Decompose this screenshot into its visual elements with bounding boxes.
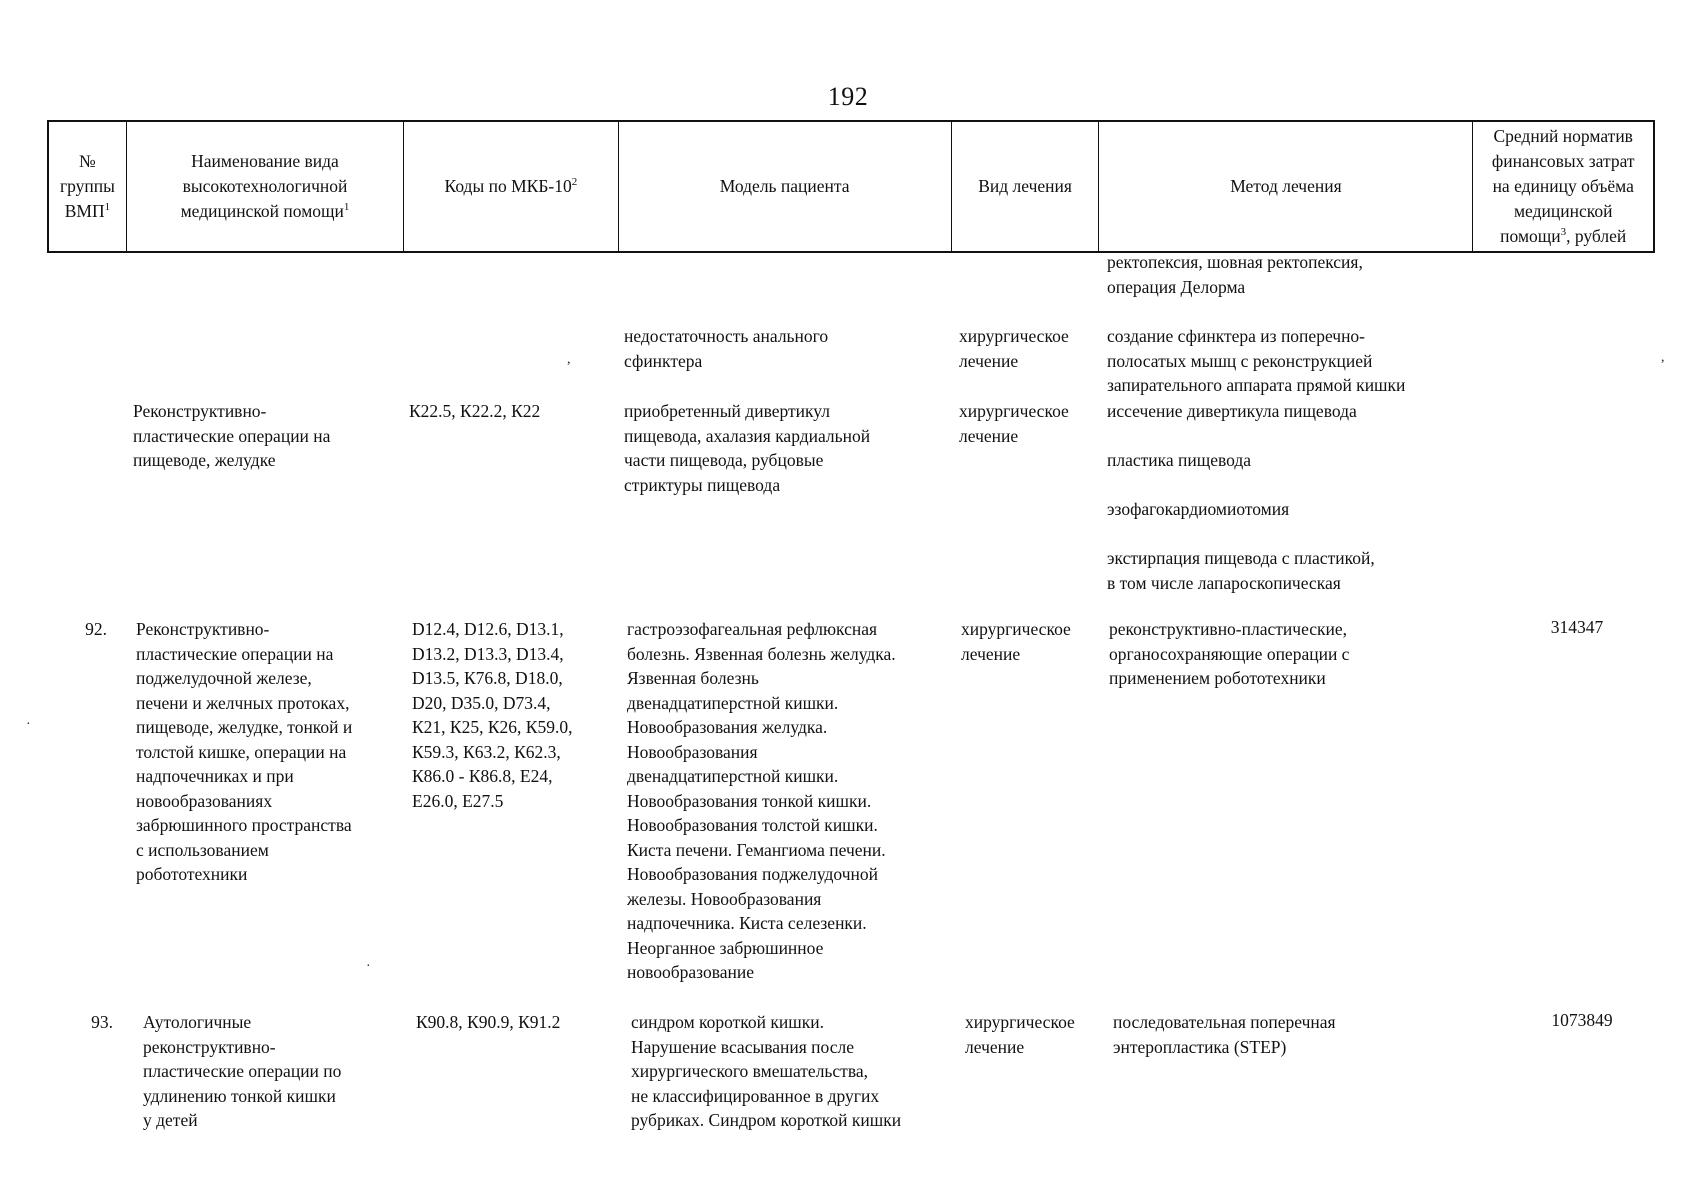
footnote-ref-1: 1 [343, 201, 350, 214]
cell-treatment-type: хирургическое лечение [959, 326, 1069, 371]
header-patient-model [619, 122, 952, 251]
cell-treatment-type: хирургическое лечение [959, 401, 1069, 446]
scan-speck: , [1661, 350, 1665, 365]
cell-method: создание сфинктера из поперечно- полосатых мышц с реконструкцией запирательного аппарата прямой кишки [1107, 326, 1406, 395]
cell-care-type: Реконструктивно- пластические операции на поджелудочной железе, печени и желчных протоках, пищеводе, желудке, тонкой и толстой кишке, операции на надпочечниках и при новообразованиях забрюшинного пространства с использованием робототехники [136, 619, 353, 884]
cell-patient-model: недостаточность анального сфинктера [624, 326, 829, 371]
header-patient-model-label: Модель пациента [719, 176, 850, 196]
cell-cost: 314347 [1550, 617, 1604, 637]
header-icd-codes [404, 122, 618, 251]
cell-patient-model: приобретенный дивертикул пищевода, ахалазия кардиальной части пищевода, рубцовые стриктуры пищевода [624, 401, 871, 495]
header-care-type [127, 122, 404, 251]
cell-icd-codes: К22.5, К22.2, К22 [409, 401, 541, 421]
cell-group-number: 93. [91, 1012, 113, 1032]
cell-treatment-type: хирургическое лечение [961, 619, 1071, 664]
header-treatment-method [1099, 122, 1473, 251]
cell-icd-codes: D12.4, D12.6, D13.1, D13.2, D13.3, D13.4, D13.5, К76.8, D18.0, D20, D35.0, D73.4, К21, К25, К26, К59.0, К59.3, К63.2, К62.3, К86.0 - К86.8, Е24, Е26.0, Е27.5 [412, 619, 573, 811]
cell-method: последовательная поперечная энтеропластика (STEP) [1113, 1012, 1336, 1057]
footnote-ref-1: 1 [104, 201, 111, 214]
scan-speck: , [567, 352, 571, 367]
cell-care-type: Аутологичные реконструктивно- пластические операции по удлинению тонкой кишки у детей [143, 1012, 342, 1130]
scan-speck: · [366, 959, 371, 974]
header-treatment-method-label: Метод лечения [1230, 176, 1342, 196]
header-treatment-type-label: Вид лечения [978, 176, 1072, 196]
footnote-ref-3: 3 [1560, 226, 1567, 239]
footnote-ref-2: 2 [571, 176, 578, 189]
header-group-number [49, 122, 127, 251]
header-cost-norm [1473, 122, 1653, 251]
cell-icd-codes: К90.8, К90.9, К91.2 [416, 1012, 561, 1032]
page-number: 192 [827, 82, 869, 111]
header-care-type-label: Наименование вида высокотехнологичной медицинской помощи [180, 151, 348, 221]
table-header [47, 120, 1655, 253]
scan-speck: · [26, 717, 31, 732]
cell-cost: 1073849 [1551, 1010, 1613, 1030]
cell-patient-model: синдром короткой кишки. Нарушение всасывания после хирургического вмешательства, не классифицированное в других рубриках. Синдром короткой кишки [631, 1012, 902, 1130]
cell-method: реконструктивно-пластические, органосохраняющие операции с применением робототехники [1109, 619, 1350, 688]
cell-treatment-type: хирургическое лечение [965, 1012, 1075, 1057]
cell-method: иссечение дивертикула пищевода [1107, 401, 1357, 421]
header-treatment-type [952, 122, 1100, 251]
cell-patient-model: гастроэзофагеальная рефлюксная болезнь. Язвенная болезнь желудка. Язвенная болезнь двенадцатиперстной кишки. Новообразования желудка. Новообразования двенадцатиперстной кишки. Новообразования тонкой кишки. Новообразования толстой кишки. Киста печени. Гемангиома печени. Новообразования поджелудочной железы. Новообразования надпочечника. Киста селезенки. Неорганное забрюшинное новообразование [627, 619, 896, 982]
header-icd-codes-label: Коды по МКБ-10 [444, 176, 572, 196]
cell-care-type: Реконструктивно- пластические операции на пищеводе, желудке [133, 401, 331, 470]
header-group-number-label: № группы ВМП [59, 151, 115, 221]
header-cost-norm-label: Средний норматив финансовых затрат на единицу объёма медицинской помощи [1491, 126, 1635, 246]
cell-method: экстирпация пищевода с пластикой, в том числе лапароскопическая [1107, 548, 1375, 593]
cell-group-number: 92. [85, 619, 107, 639]
cell-method: эзофагокардиомиотомия [1107, 499, 1290, 519]
cell-method: пластика пищевода [1107, 450, 1252, 470]
cell-method: ректопексия, шовная ректопексия, операция Делорма [1107, 252, 1363, 297]
header-cost-norm-tail: , рублей [1566, 226, 1627, 246]
